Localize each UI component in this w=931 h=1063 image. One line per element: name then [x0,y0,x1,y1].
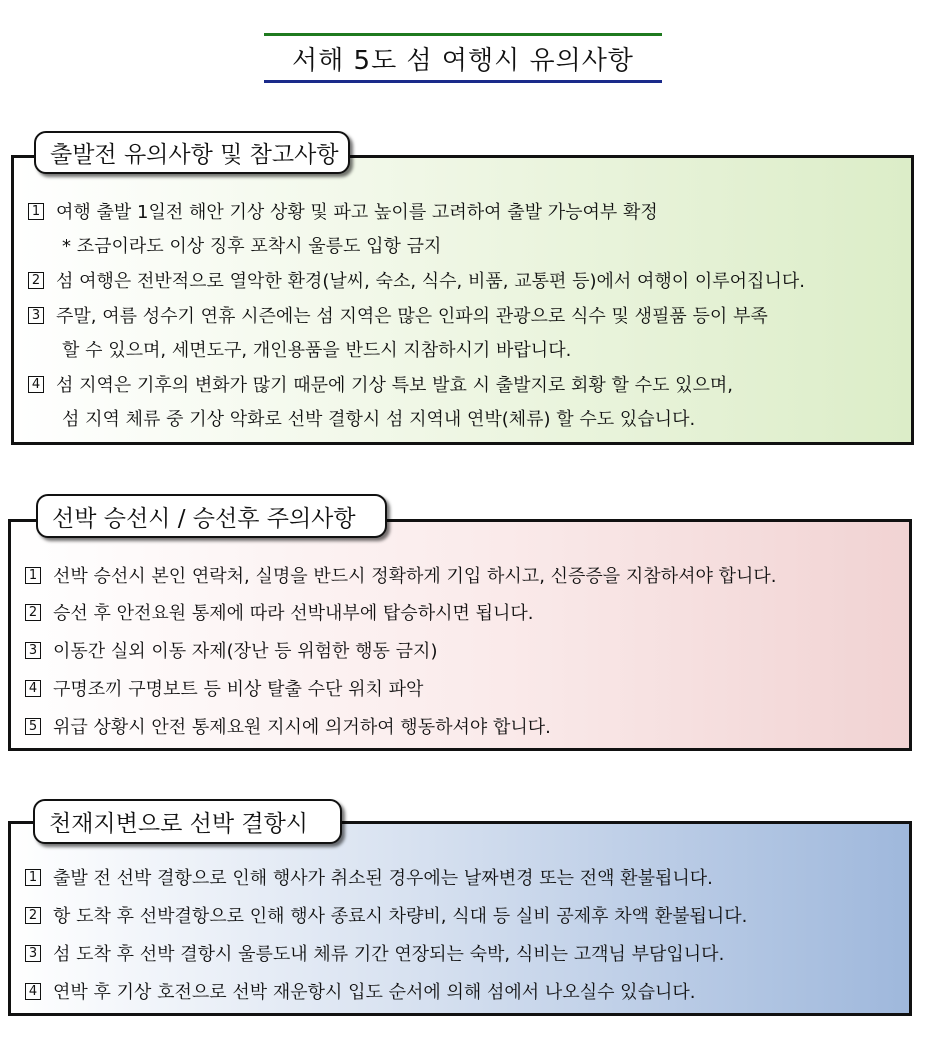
item-text: 섬 여행은 전반적으로 열악한 환경(날씨, 숙소, 식수, 비품, 교통편 등)에서 여행이 이루어집니다. [56,271,805,292]
list-item [25,562,905,588]
list-item [28,198,907,224]
item-text: 주말, 여름 성수기 연휴 시즌에는 섬 지역은 많은 인파의 관광으로 식수 및 생필품 등이 부족 [56,306,768,327]
section-departure [11,155,914,445]
item-number: 5 [25,718,41,735]
list-item [25,940,905,966]
item-number: 4 [25,680,41,697]
item-text: 섬 지역은 기후의 변화가 많기 때문에 기상 특보 발효 시 출발지로 회황 할 수도 있으며, [56,375,734,396]
item-number: 3 [25,945,41,962]
list-item [25,675,905,701]
item-text: * 조금이라도 이상 징후 포착시 울릉도 입항 금지 [62,236,442,257]
list-item [25,902,905,928]
item-number: 1 [25,567,41,584]
list-item [62,336,907,362]
list-item [62,232,907,258]
section-title-boarding: 선박 승선시 / 승선후 주의사항 [36,494,387,538]
list-item [25,978,905,1004]
section-title-cancellation: 천재지변으로 선박 결항시 [33,799,342,844]
item-text: 섬 지역 체류 중 기상 악화로 선박 결항시 섬 지역내 연박(체류) 할 수도 있습니다. [62,409,696,430]
item-number: 3 [25,642,41,659]
list-item [25,599,905,625]
item-text: 구명조끼 구명보트 등 비상 탈출 수단 위치 파악 [53,679,424,700]
page-title: 서해 5도 섬 여행시 유의사항 [264,33,662,83]
item-text: 항 도착 후 선박결항으로 인해 행사 종료시 차량비, 식대 등 실비 공제후 차액 환불됩니다. [53,906,748,927]
item-text: 할 수 있으며, 세면도구, 개인용품을 반드시 지참하시기 바랍니다. [62,340,572,361]
list-item [28,371,907,397]
item-text: 승선 후 안전요원 통제에 따라 선박내부에 탑승하시면 됩니다. [53,603,534,624]
item-text: 섬 도착 후 선박 결항시 울릉도내 체류 기간 연장되는 숙박, 식비는 고객님 부담입니다. [53,944,725,965]
item-number: 1 [28,203,44,220]
item-text: 연박 후 기상 호전으로 선박 재운항시 입도 순서에 의해 섬에서 나오실수 있습니다. [53,982,696,1003]
list-item [25,637,905,663]
item-text: 여행 출발 1일전 해안 기상 상황 및 파고 높이를 고려하여 출발 가능여부 확정 [56,202,658,223]
item-number: 1 [25,869,41,886]
section-cancellation [8,821,912,1016]
item-text: 출발 전 선박 결항으로 인해 행사가 취소된 경우에는 날짜변경 또는 전액 환불됩니다. [53,868,713,889]
list-item [28,267,907,293]
item-number: 4 [25,983,41,1000]
item-number: 2 [28,272,44,289]
list-item [25,713,905,739]
item-number: 4 [28,376,44,393]
section-boarding [8,519,912,751]
list-item [28,302,907,328]
item-number: 3 [28,307,44,324]
list-item [62,405,907,431]
item-text: 이동간 실외 이동 자제(장난 등 위험한 행동 금지) [53,641,438,662]
item-number: 2 [25,907,41,924]
item-text: 선박 승선시 본인 연락처, 실명을 반드시 정확하게 기입 하시고, 신증증을 지참하셔야 합니다. [53,566,777,587]
item-text: 위급 상황시 안전 통제요원 지시에 의거하여 행동하셔야 합니다. [53,717,551,738]
section-title-departure: 출발전 유의사항 및 참고사항 [34,131,350,174]
item-number: 2 [25,604,41,621]
list-item [25,864,905,890]
